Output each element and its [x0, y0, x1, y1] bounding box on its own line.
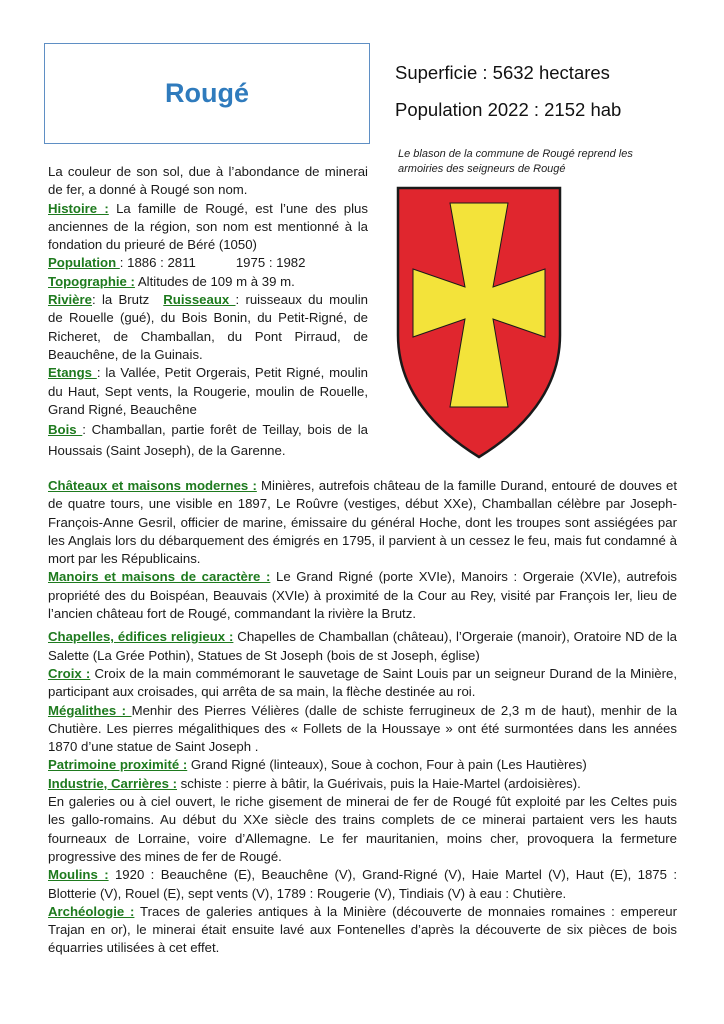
- megalithes-section: [48, 702, 677, 757]
- left-column: [48, 163, 368, 461]
- megalithes-heading: Mégalithes :: [48, 702, 132, 718]
- riviere-text: : la Brutz: [92, 292, 150, 308]
- manoirs-text: Le Grand Rigné (porte XVIe), Manoirs : Orgeraie (XVIe), autrefois propriété des du Boispéan, Beauvais (XVIe) à proximité de la Cour au Rey, visité par François Ier, lieu de l’ancien château fort de Rougé, commandant la rivière la Brutz.: [48, 569, 677, 622]
- population-stat: Population 2022 : 2152 hab: [395, 99, 622, 120]
- topographie-section: [48, 273, 368, 291]
- archeologie-heading: Archéologie :: [48, 903, 135, 919]
- histoire-text: La famille de Rougé, est l’une des plus anciennes de la région, son nom est mentionné à la fondation du prieuré de Béré (1050): [48, 200, 368, 253]
- population-text-1886: : 1886 : 2811: [119, 255, 196, 271]
- archeologie-text: Traces de galeries antiques à la Minière (découverte de monnaies romaines : empereur Trajan en or), le minerai était ensuite lavé aux Fontenelles d’après la découverte de six pièces de bois équarries utilisées à cet effet.: [48, 903, 677, 956]
- moulins-heading: Moulins :: [48, 867, 109, 883]
- moulins-text: 1920 : Beauchêne (E), Beauchêne (V), Grand-Rigné (V), Haie Martel (V), Haut (E), 1875 : Blotterie (V), Rouel (E), sept vents (V), 1789 : Rougerie (V), Tindiais (V) à eau : Chutière.: [48, 867, 677, 901]
- patrimoine-text: Grand Rigné (linteaux), Soue à cochon, Four à pain (Les Hautières): [187, 757, 587, 773]
- histoire-section: [48, 200, 368, 255]
- topographie-heading: Topographie :: [48, 273, 135, 289]
- industrie-section: [48, 775, 677, 793]
- chateaux-section: [48, 477, 677, 568]
- chateaux-text: Minières, autrefois château de la famille Durand, entouré de douves et de quatre tours, une visible en 1897, Le Roûvre (vestiges, début XXe), Chamballan célèbre par Joseph-François-Anne Gesril, officier de marine, émissaire du général Hoche, dont les troupes sont assiégées par les Anglais lors du débarquement des émigrés en 1795, il parvient à un cessez le feu, mais fut condamné à mort par les Républicains.: [48, 478, 677, 567]
- page-title: Rougé: [165, 78, 249, 108]
- archeologie-section: [48, 903, 677, 958]
- megalithes-text: Menhir des Pierres Vélières (dalle de schiste ferrugineux de 2,3 m de haut), menhir de la Chutière. Les pierres mégalithiques des « Follets de la Houssaye » ont été surmontées dans les années 1870 d’une statue de Saint Joseph .: [48, 702, 677, 755]
- chateaux-heading: Châteaux et maisons modernes :: [48, 478, 257, 493]
- manoirs-section: [48, 568, 677, 623]
- population-section: [48, 254, 368, 272]
- chapelles-text: Chapelles de Chamballan (château), l’Orgeraie (manoir), Oratoire ND de la Salette (La Grée Pothin), Statues de St Joseph (bois de st Joseph, église): [48, 629, 677, 663]
- etangs-section: [48, 364, 368, 419]
- coat-of-arms-image: [395, 185, 563, 460]
- bois-text: : Chamballan, partie forêt de Teillay, bois de la Houssais (Saint Joseph), de la Garenne.: [48, 422, 368, 459]
- patrimoine-heading: Patrimoine proximité :: [48, 757, 188, 773]
- croix-section: [48, 665, 677, 702]
- croix-text: Croix de la main commémorant le sauvetage de Saint Louis par un seigneur Durand de la Minière, participant aux croisades, qui arrêta de sa main, la flèche destinée au roi.: [48, 665, 678, 700]
- moulins-section: [48, 866, 677, 903]
- ruisseaux-text: : ruisseaux du moulin de Rouelle (gué), du Bois Bonin, du Petit-Rigné, de Richeret, de Chamballan, du Pont Pirraud, de Beauchêne, de la Guinais.: [48, 292, 368, 362]
- chapelles-section: [48, 628, 677, 665]
- intro-paragraph: La couleur de son sol, due à l’abondance de minerai de fer, a donné à Rougé son nom.: [48, 164, 368, 198]
- industrie-heading: Industrie, Carrières :: [48, 775, 177, 791]
- ruisseaux-heading: Ruisseaux: [163, 292, 236, 308]
- topographie-text: Altitudes de 109 m à 39 m.: [134, 273, 295, 289]
- blason-caption: Le blason de la commune de Rougé reprend les armoiries des seigneurs de Rougé: [398, 148, 633, 175]
- etangs-heading: Etangs: [48, 365, 97, 381]
- patrimoine-section: [48, 756, 677, 774]
- riviere-section: [48, 291, 368, 364]
- manoirs-heading: Manoirs et maisons de caractère :: [48, 569, 271, 585]
- riviere-heading: Rivière: [48, 292, 92, 308]
- population-text-1975: 1975 : 1982: [235, 255, 306, 271]
- title-box: [44, 43, 370, 144]
- bois-heading: Bois: [48, 422, 83, 438]
- superficie-stat: Superficie : 5632 hectares: [395, 62, 610, 83]
- croix-heading: Croix :: [48, 665, 91, 681]
- industrie-text: schiste : pierre à bâtir, la Guérivais, puis la Haie-Martel (ardoisières).: [177, 775, 581, 791]
- bois-section: [48, 419, 368, 461]
- chapelles-heading: Chapelles, édifices religieux :: [48, 629, 234, 645]
- population-heading: Population: [48, 255, 120, 271]
- main-column: [48, 477, 677, 958]
- histoire-heading: Histoire :: [48, 200, 109, 216]
- industrie-paragraph: En galeries ou à ciel ouvert, le riche gisement de minerai de fer de Rougé fût exploité par les Celtes puis les gallo-romains. Au début du XXe siècle des trains complets de ce minerai partaient vers les hauts fourneaux de Lorraine, voire d’Allemagne. Le fer mauritanien, moins cher, provoquera la fermeture progressive des mines de fer de Rougé.: [48, 794, 677, 864]
- etangs-text: : la Vallée, Petit Orgerais, Petit Rigné, moulin du Haut, Sept vents, la Rougerie, moulin de Rouelle, Grand Rigné, Beauchêne: [48, 365, 368, 417]
